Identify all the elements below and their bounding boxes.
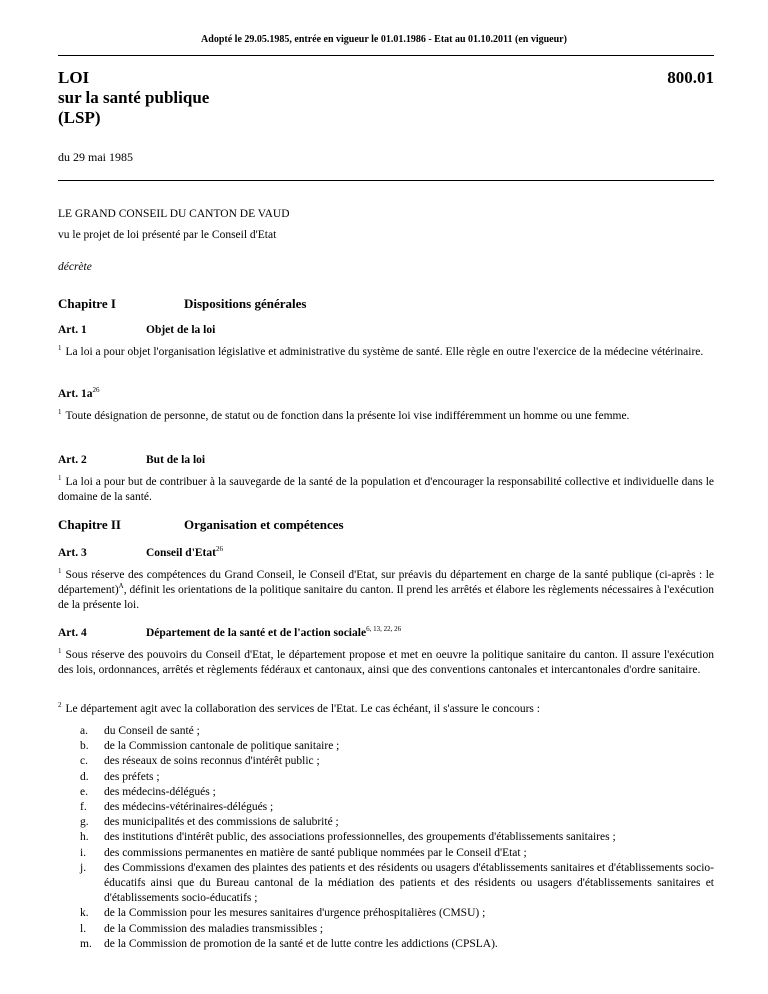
article-heading	[58, 324, 216, 336]
footnote-ref: 6, 13, 22, 26	[366, 625, 402, 634]
law-title	[58, 68, 209, 128]
chapter-number: Chapitre I	[58, 296, 116, 311]
paragraph-number: 1	[58, 408, 62, 416]
list-text: de la Commission pour les mesures sanitaires d'urgence préhospitalières (CMSU) ;	[104, 907, 486, 920]
list-letter: a.	[80, 725, 88, 737]
list-text: du Conseil de santé ;	[104, 725, 200, 737]
list-letter: k.	[80, 907, 89, 920]
chapter-number: Chapitre II	[58, 517, 121, 532]
article-number: Art. 2	[58, 454, 87, 466]
chapter-title: Organisation et compétences	[184, 517, 344, 532]
paragraph-text: Sous réserve des compétences du Grand Conseil, le Conseil d'Etat, sur préavis du département en charge de la santé publique (ci-après : le département)	[58, 568, 714, 596]
article-paragraph	[58, 405, 714, 424]
paragraph-text: La loi a pour objet l'organisation législative et administrative du système de santé. Elle règle en outre l'exercice de la médecine vétérinaire.	[65, 345, 704, 358]
chapter-heading	[58, 296, 307, 312]
article-paragraph	[58, 341, 714, 360]
article-title-text: Département de la santé et de l'action sociale	[146, 627, 367, 639]
paragraph-number: 1	[58, 567, 62, 575]
law-title-line: LOI	[58, 68, 90, 87]
list-item	[80, 861, 714, 907]
paragraph-text: Toute désignation de personne, de statut ou de fonction dans la présente loi vise indifféremment un homme ou une femme.	[65, 409, 630, 422]
preamble-decrees: décrète	[58, 261, 92, 273]
article-heading	[58, 454, 206, 466]
list-item	[80, 922, 714, 937]
article-paragraph	[58, 471, 714, 505]
chapter-heading	[58, 517, 344, 533]
list-item	[80, 724, 714, 739]
article-number: Art. 3	[58, 547, 87, 559]
list-item	[80, 937, 714, 952]
footnote-ref: 26	[215, 545, 223, 554]
article-number: Art. 1a	[58, 388, 93, 400]
running-header: Adopté le 29.05.1985, entrée en vigueur le 01.01.1986 - Etat au 01.10.2011 (en vigueur)	[201, 34, 567, 45]
list-letter: b.	[80, 740, 89, 753]
list-text: des réseaux de soins reconnus d'intérêt public ;	[104, 755, 320, 768]
law-date: du 29 mai 1985	[58, 150, 133, 164]
article-title: Objet de la loi	[146, 324, 216, 336]
paragraph-text: Sous réserve des pouvoirs du Conseil d'Etat, le département propose et met en oeuvre la politique sanitaire du canton. Il assure l'exécution des lois, ordonnances, arrêtés et règlements fédéraux et cantonaux, ainsi que des conventions cantonales et intercantonales d'ordre sanitaire.	[58, 648, 714, 676]
law-title-line: sur la santé publique	[58, 88, 210, 107]
list-text: des Commissions d'examen des plaintes des patients et des résidents ou usagers d'établissements sanitaires et d'établissements socio-éducatifs ainsi que du Bureau cantonal de la médiation des patients et des résidents ou usagers d'établissements sanitaires et d'établissements socio-éducatifs ;	[104, 861, 714, 905]
paragraph-number: 1	[58, 647, 62, 655]
article-number: Art. 4	[58, 627, 87, 639]
enumeration-list	[80, 724, 714, 952]
title-divider	[58, 180, 714, 181]
list-text: de la Commission cantonale de politique sanitaire ;	[104, 740, 340, 753]
paragraph-text: Le département agit avec la collaboration des services de l'Etat. Le cas échéant, il s'assure le concours :	[65, 702, 540, 715]
article-title	[146, 547, 223, 559]
article-heading	[58, 625, 402, 639]
list-letter: m.	[80, 937, 92, 950]
list-text: des institutions d'intérêt public, des associations professionnelles, des groupements d'établissements sanitaires ;	[104, 831, 616, 844]
list-letter: j.	[80, 861, 87, 874]
list-item	[80, 846, 714, 861]
list-text: de la Commission de promotion de la santé et de lutte contre les addictions (CPSLA).	[104, 937, 498, 950]
list-text: des municipalités et des commissions de salubrité ;	[104, 816, 339, 829]
list-item	[80, 785, 714, 800]
paragraph-number: 2	[58, 701, 62, 709]
article-heading	[58, 545, 223, 559]
list-item	[80, 800, 714, 815]
article-title-text: Conseil d'Etat	[146, 547, 216, 559]
list-letter: i.	[80, 846, 87, 859]
paragraph-number: 1	[58, 474, 62, 482]
list-item	[80, 830, 714, 845]
list-letter: c.	[80, 755, 88, 768]
list-text: des médecins-vétérinaires-délégués ;	[104, 801, 274, 814]
article-number: Art. 1	[58, 324, 87, 336]
paragraph-text: , définit les orientations de la politique sanitaire du canton. Il prend les arrêtés et élabore les règlements nécessaires à l'exécution de la présente loi.	[58, 583, 715, 611]
list-text: des commissions permanentes en matière de santé publique nommées par le Conseil d'Etat ;	[104, 846, 527, 859]
article-heading	[58, 388, 100, 400]
list-text: de la Commission des maladies transmissibles ;	[104, 922, 324, 935]
list-item	[80, 906, 714, 921]
article-paragraph	[58, 698, 714, 717]
paragraph-number: 1	[58, 344, 62, 352]
article-paragraph	[58, 564, 714, 613]
list-item	[80, 815, 714, 830]
list-letter: l.	[80, 922, 87, 935]
header-divider	[58, 55, 714, 56]
list-item	[80, 754, 714, 769]
list-letter: d.	[80, 770, 89, 783]
preamble-authority: LE GRAND CONSEIL DU CANTON DE VAUD	[58, 208, 290, 220]
law-title-line: (LSP)	[58, 108, 101, 127]
list-text: des préfets ;	[104, 770, 160, 783]
article-title: But de la loi	[146, 454, 206, 466]
law-number: 800.01	[667, 68, 714, 87]
footnote-ref: A	[118, 582, 124, 590]
article-title	[146, 627, 401, 639]
list-letter: g.	[80, 816, 89, 829]
list-item	[80, 739, 714, 754]
article-paragraph	[58, 644, 714, 678]
list-letter: e.	[80, 785, 88, 798]
footnote-ref: 26	[92, 386, 100, 395]
list-letter: h.	[80, 831, 89, 844]
preamble-considering: vu le projet de loi présenté par le Conseil d'Etat	[58, 229, 277, 241]
list-item	[80, 770, 714, 785]
list-text: des médecins-délégués ;	[104, 785, 216, 798]
chapter-title: Dispositions générales	[184, 296, 307, 311]
paragraph-text: La loi a pour but de contribuer à la sauvegarde de la santé de la population et d'encourager la responsabilité collective et individuelle dans le domaine de la santé.	[58, 475, 714, 503]
list-letter: f.	[80, 801, 87, 814]
